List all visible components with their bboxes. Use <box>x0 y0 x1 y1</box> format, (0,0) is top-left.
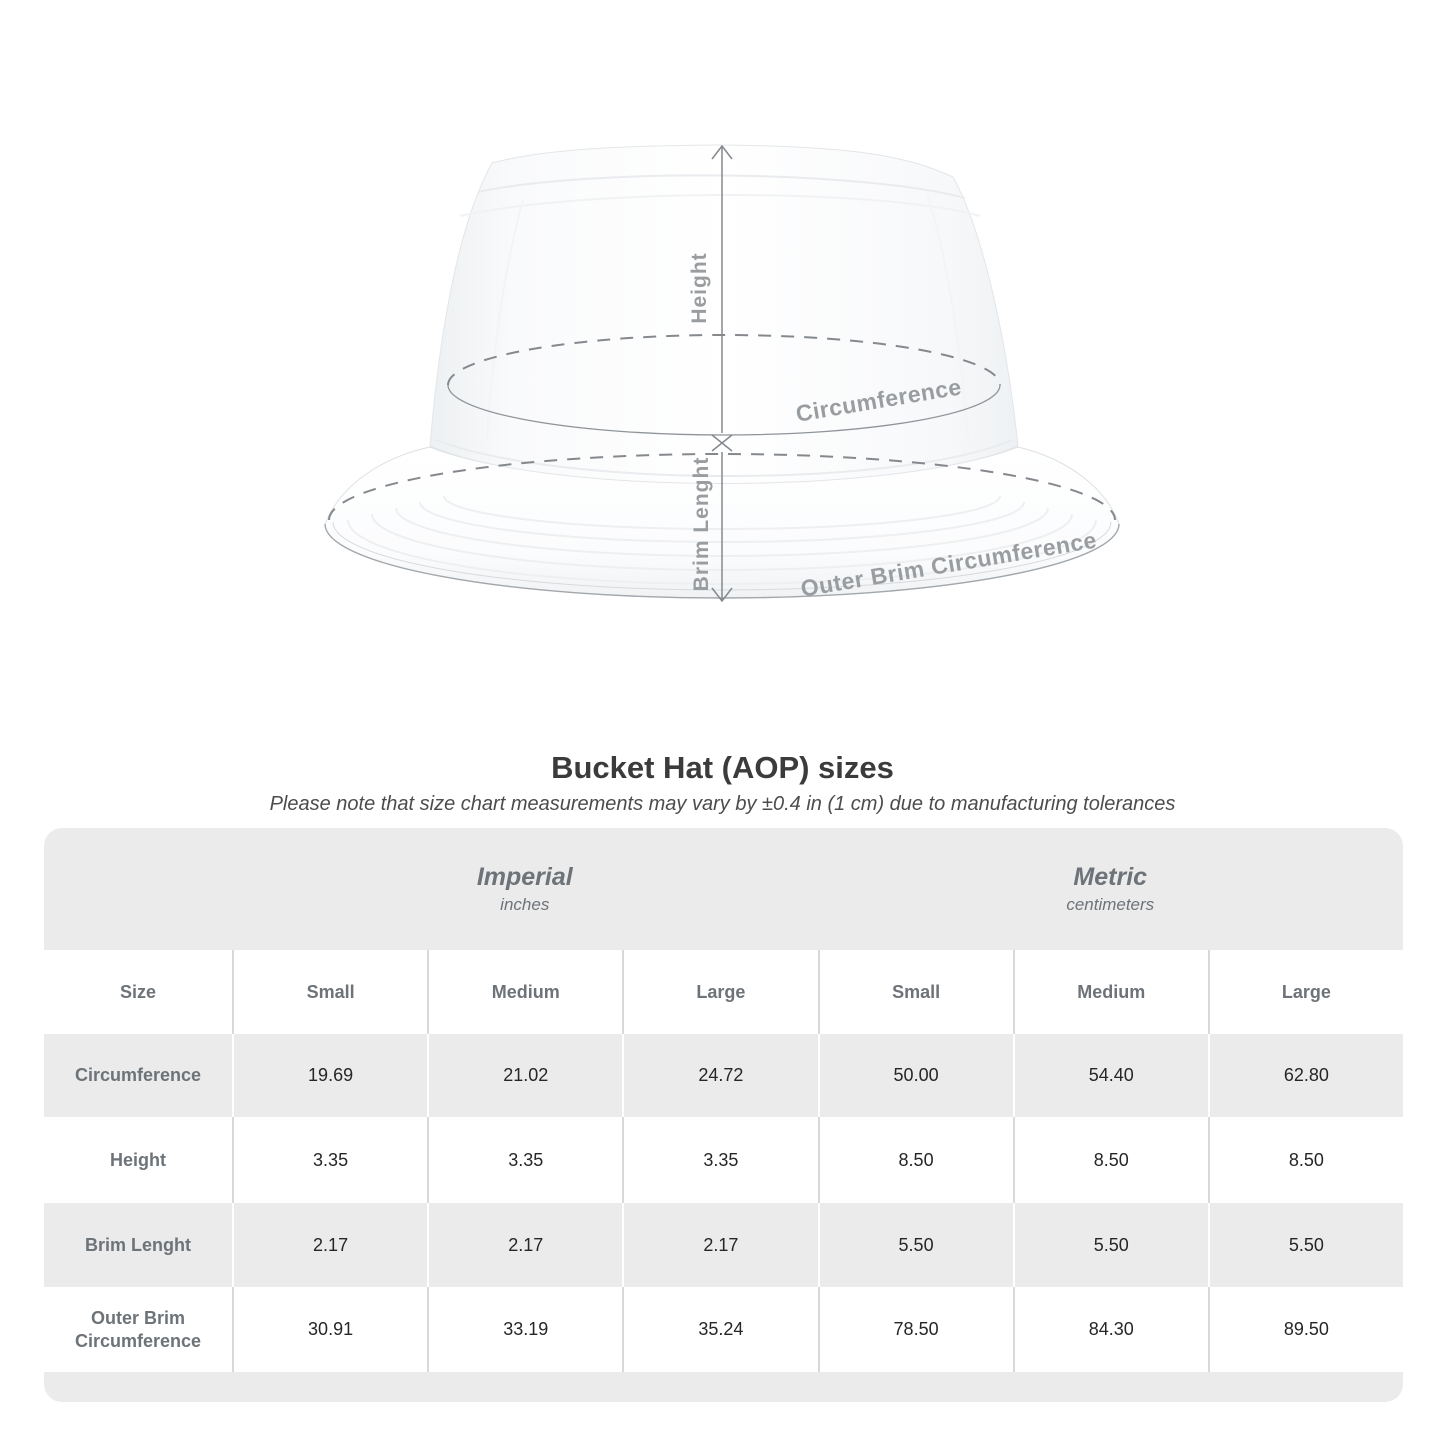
table-cell: 30.91 <box>232 1287 427 1372</box>
table-cell: 84.30 <box>1013 1287 1208 1372</box>
table-cell: 5.50 <box>1208 1203 1403 1287</box>
table-row-circumference <box>44 1034 1403 1117</box>
table-cell: 54.40 <box>1013 1034 1208 1117</box>
table-row-brim-length <box>44 1203 1403 1287</box>
column-header-imperial-small: Small <box>232 950 427 1034</box>
height-label: Height <box>688 252 711 324</box>
table-cell: 8.50 <box>1013 1117 1208 1203</box>
table-cell: 89.50 <box>1208 1287 1403 1372</box>
table-cell: 3.35 <box>232 1117 427 1203</box>
table-cell: 5.50 <box>1013 1203 1208 1287</box>
table-cell: 3.35 <box>427 1117 622 1203</box>
metric-unit-group <box>818 828 1404 950</box>
table-row-outer-brim <box>44 1287 1403 1372</box>
metric-unit: centimeters <box>1066 895 1155 914</box>
table-cell: 78.50 <box>818 1287 1013 1372</box>
table-cell: 3.35 <box>622 1117 817 1203</box>
table-cell: 5.50 <box>818 1203 1013 1287</box>
table-cell: 33.19 <box>427 1287 622 1372</box>
table-row-height <box>44 1117 1403 1203</box>
imperial-label: Imperial <box>476 863 573 891</box>
tolerance-note: Please note that size chart measurements may vary by ±0.4 in (1 cm) due to manufacturing tolerances <box>269 793 1176 815</box>
column-header-imperial-medium: Medium <box>427 950 622 1034</box>
table-header-row <box>44 950 1403 1034</box>
table-cell: 8.50 <box>1208 1117 1403 1203</box>
size-table <box>44 828 1403 1402</box>
row-label: Circumference <box>74 1065 202 1086</box>
bucket-hat-diagram <box>0 0 1445 720</box>
brim-length-label: Brim Lenght <box>690 456 713 592</box>
table-cell: 24.72 <box>622 1034 817 1117</box>
table-cell: 19.69 <box>232 1034 427 1117</box>
table-footer-bar <box>44 1372 1403 1402</box>
caption <box>0 750 1445 816</box>
size-column-header: Size <box>119 981 157 1002</box>
imperial-unit: inches <box>500 895 550 914</box>
column-header-metric-large: Large <box>1208 950 1403 1034</box>
table-cell: 35.24 <box>622 1287 817 1372</box>
unit-band-spacer <box>44 828 232 950</box>
table-cell: 2.17 <box>622 1203 817 1287</box>
column-header-metric-small: Small <box>818 950 1013 1034</box>
table-cell: 21.02 <box>427 1034 622 1117</box>
outer-brim-label: Outer Brim Circumference <box>798 526 1099 602</box>
column-header-imperial-large: Large <box>622 950 817 1034</box>
table-cell: 2.17 <box>427 1203 622 1287</box>
page-title: Bucket Hat (AOP) sizes <box>551 750 894 785</box>
imperial-unit-group <box>232 828 818 950</box>
row-label: Height <box>110 1149 166 1170</box>
circumference-label: Circumference <box>793 373 964 427</box>
metric-label: Metric <box>1073 863 1148 891</box>
table-cell: 8.50 <box>818 1117 1013 1203</box>
column-header-metric-medium: Medium <box>1013 950 1208 1034</box>
table-cell: 2.17 <box>232 1203 427 1287</box>
unit-band <box>44 828 1403 950</box>
row-label: Outer Brim Circumference <box>74 1308 202 1351</box>
table-cell: 62.80 <box>1208 1034 1403 1117</box>
table-cell: 50.00 <box>818 1034 1013 1117</box>
row-label: Brim Lenght <box>85 1234 191 1255</box>
